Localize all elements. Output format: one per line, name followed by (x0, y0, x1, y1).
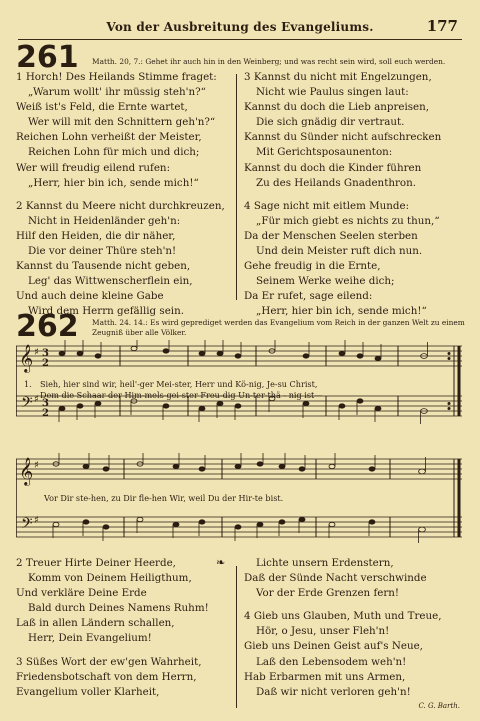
verse-line: 2 Kannst du Meere nicht durchkreuzen, (16, 199, 225, 212)
lyrics-line-3: Vor Dir ste-hen, zu Dir fle-hen Wir, weil Du der Hir-te bist. (44, 493, 284, 503)
verse-line: Und verkläre Deine Erde (16, 587, 147, 600)
column-divider (236, 566, 237, 708)
time-signature-3: 3 (42, 348, 49, 359)
key-sharp-icon: ♯ (34, 394, 39, 405)
hymn-262-scripture-reference: Matth. 24. 14.: Es wird geprediget werden das Evangelium vom Reich in der ganzen Welt zu einem (92, 318, 465, 327)
verse-line: Weiß ist's Feld, die Ernte wartet, (16, 101, 188, 114)
verse-line: Gieb uns Deinen Geist auf's Neue, (244, 640, 423, 653)
verse-line: Hör, o Jesu, unser Fleh'n! (256, 625, 390, 638)
verse-line: Laß in allen Ländern schallen, (16, 617, 175, 630)
time-signature-2: 2 (42, 408, 49, 419)
verse-line: Reichen Lohn für mich und dich; (28, 146, 200, 159)
verse-line: Nicht in Heidenländer geh'n: (28, 214, 181, 227)
verse-number: 1. (24, 379, 32, 389)
hymn-262-left-column (16, 556, 234, 700)
verse-line: „Herr, hier bin ich, sende mich!“ (256, 305, 427, 318)
lyrics-line-2: Dem die Schaar der Him-mels-gei-ster Freu-dig Un-ter-thä - nig ist— (40, 390, 323, 400)
treble-notes (59, 340, 427, 361)
verse-line: Hab Erbarmen mit uns Armen, (244, 670, 406, 683)
verse-line: Friedensbotschaft von dem Herrn, (16, 670, 197, 683)
hymn-262-right-column (244, 556, 466, 700)
verse-line: Kannst du Sünder nicht aufschrecken (244, 131, 442, 144)
music-system-2 (16, 453, 462, 553)
stanza-gap (16, 191, 232, 199)
verse-line: Zu des Heilands Gnadenthron. (256, 176, 416, 189)
verse-line: Vor der Erde Grenzen fern! (256, 587, 400, 600)
verse-line: 4 Gieb uns Glauben, Muth und Treue, (244, 610, 442, 623)
hymn-261-right-column (244, 70, 466, 320)
lyrics-line-1: Sieh, hier sind wir, heil'-ger Mei-ster, Herr und Kö-nig, Je-su Christ, (40, 379, 318, 389)
verse-line: Herr, Dein Evangelium! (28, 632, 152, 645)
bass-clef-icon: 𝄢 (21, 394, 33, 415)
page-header-title: Von der Ausbreitung des Evangeliums. (106, 20, 374, 34)
verse-line: 3 Süßes Wort der ew'gen Wahrheit, (16, 655, 202, 668)
verse-line: Hilf den Heiden, die dir näher, (16, 229, 176, 242)
ornament-icon: ❧ (216, 556, 226, 569)
hymn-261-left-column (16, 70, 232, 320)
header-rule (18, 39, 462, 40)
treble-notes (53, 453, 425, 474)
hymn-author: C. G. Barth. (418, 702, 460, 710)
verse-line: Wer will freudig eilend rufen: (16, 161, 171, 174)
verse-line: Lichte unsern Erdenstern, (256, 557, 394, 569)
verse-line: Die vor deiner Thüre steh'n! (28, 245, 177, 258)
hymn-number-261: 261 (16, 40, 79, 75)
key-sharp-icon: ♯ (34, 347, 39, 358)
verse-line: Daß der Sünde Nacht verschwinde (244, 572, 427, 585)
verse-line: Die sich gnädig dir vertraut. (256, 116, 405, 129)
verse-line: „Für mich giebt es nichts zu thun,“ (256, 214, 440, 227)
verse-line: Wer will mit den Schnittern geh'n?“ (28, 116, 216, 129)
stanza-gap (244, 601, 466, 609)
treble-clef-icon: 𝄞 (19, 457, 34, 485)
treble-clef-icon: 𝄞 (19, 344, 34, 372)
verse-line: Da Er rufet, sage eilend: (244, 290, 373, 303)
verse-line: 4 Sage nicht mit eitlem Munde: (244, 199, 410, 212)
verse-line: Und dein Meister ruft dich nun. (256, 245, 423, 258)
verse-line: „Warum wollt' ihr müssig steh'n?“ (28, 86, 206, 99)
verse-line: Kannst du doch die Kinder führen (244, 161, 422, 174)
column-divider (236, 74, 237, 300)
verse-line: 2 Treuer Hirte Deiner Heerde, (16, 557, 176, 569)
verse-line: „Herr, hier bin ich, sende mich!“ (28, 176, 199, 189)
verse-line: 1 Horch! Des Heilands Stimme fraget: (16, 71, 217, 83)
verse-line: Gehe freudig in die Ernte, (244, 260, 381, 273)
stanza-gap (244, 191, 466, 199)
bass-notes (53, 517, 425, 543)
key-sharp-icon: ♯ (34, 460, 39, 471)
verse-line: Mit Gerichtsposaunenton: (256, 146, 393, 159)
verse-line: Daß wir nicht verloren geh'n! (256, 685, 411, 698)
verse-line: Leg' das Wittwenscherflein ein, (28, 275, 193, 288)
verse-line: Komm von Deinem Heiligthum, (28, 572, 192, 585)
verse-line: 3 Kannst du nicht mit Engelzungen, (244, 71, 432, 83)
hymn-262-scripture-reference-cont: Zeugniß über alle Völker. (92, 328, 187, 337)
verse-line: Bald durch Deines Namens Ruhm! (28, 602, 209, 615)
hymn-261-scripture-reference: Matth. 20, 7.: Gehet ihr auch hin in den Weinberg; und was recht sein wird, soll euch werden. (92, 57, 446, 66)
verse-line: Da der Menschen Seelen sterben (244, 229, 418, 242)
verse-line: Evangelium voller Klarheit, (16, 685, 160, 698)
bass-clef-icon: 𝄢 (21, 515, 33, 536)
verse-line: Wird dem Herrn gefällig sein. (28, 305, 184, 318)
verse-line: Laß den Lebensodem weh'n! (256, 655, 407, 668)
verse-line: Kannst du doch die Lieb anpreisen, (244, 101, 430, 114)
hymn-number-262: 262 (16, 309, 79, 344)
time-signature-2: 2 (42, 358, 49, 369)
bass-notes (59, 396, 427, 424)
page-number: 177 (426, 17, 458, 35)
verse-line: Nicht wie Paulus singen laut: (256, 86, 409, 99)
verse-line: Seinem Werke weihe dich; (256, 275, 395, 288)
verse-line: Und auch deine kleine Gabe (16, 290, 164, 303)
stanza-gap (16, 647, 234, 655)
time-signature-3: 3 (42, 398, 49, 409)
verse-line: Kannst du Tausende nicht geben, (16, 260, 191, 273)
key-sharp-icon: ♯ (34, 515, 39, 526)
verse-line: Reichen Lohn verheißt der Meister, (16, 131, 202, 144)
